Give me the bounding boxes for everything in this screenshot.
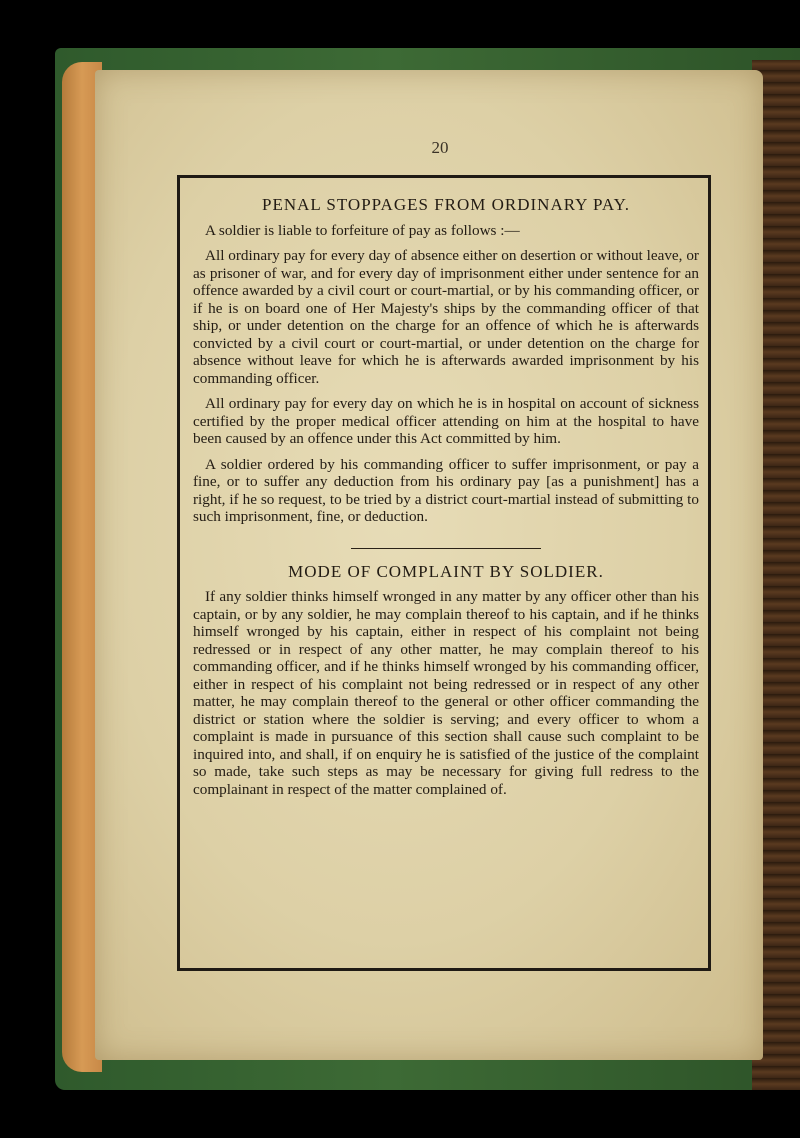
paragraph: All ordinary pay for every day of absence either on desertion or without leave, or as prisoner of war, and for every day of imprisonment either under sentence for an offence awarded by a civil court or court-martial, or by his commanding officer, or if he is on board one of Her Majesty's ships by the commanding officer of that ship, or under detention on the charge for an offence of which he is afterwards convicted by a civil court or court-martial, or under detention on the charge for absence without leave for which he is afterwards awarded imprisonment by his commanding officer. <box>193 247 699 387</box>
paragraph: A soldier ordered by his commanding officer to suffer imprisonment, or pay a fine, or to suffer any deduction from his ordinary pay [as a punishment] has a right, if he so request, to be tried by a district court-martial instead of submitting to such imprisonment, fine, or deduction. <box>193 455 699 525</box>
section-heading-penal-stoppages: PENAL STOPPAGES FROM ORDINARY PAY. <box>262 195 630 214</box>
section-heading-mode-of-complaint: MODE OF COMPLAINT BY SOLDIER. <box>288 561 604 581</box>
paragraph: All ordinary pay for every day on which he is in hospital on account of sickness certified by the proper medical officer attending on him at the hospital to have been caused by an offence under this Act committed by him. <box>193 395 699 447</box>
section-lead: A soldier is liable to forfeiture of pay as follows :— <box>205 221 520 239</box>
page-number: 20 <box>431 138 449 157</box>
paragraph: If any soldier thinks himself wronged in any matter by any officer other than his captain, or by any soldier, he may complain thereof to his captain, and if he thinks himself wronged by his captain, either in respect of his complaint not being redressed or in respect of any other matter, he may complain thereof to his commanding officer, and if he thinks himself wronged by his commanding officer, either in respect of his complaint not being redressed or in respect of any other matter, he may complain thereof to the general or other officer commanding the district or station where the soldier is serving; and every officer to whom a complaint is made in pursuance of this section shall cause such complaint to be inquired into, and shall, if on enquiry he is satisfied of the justice of the complaint so made, take such steps as may be necessary for giving full redress to the complainant in respect of the matter complained of. <box>193 588 699 798</box>
section-divider <box>351 548 541 549</box>
page-content <box>193 196 699 806</box>
